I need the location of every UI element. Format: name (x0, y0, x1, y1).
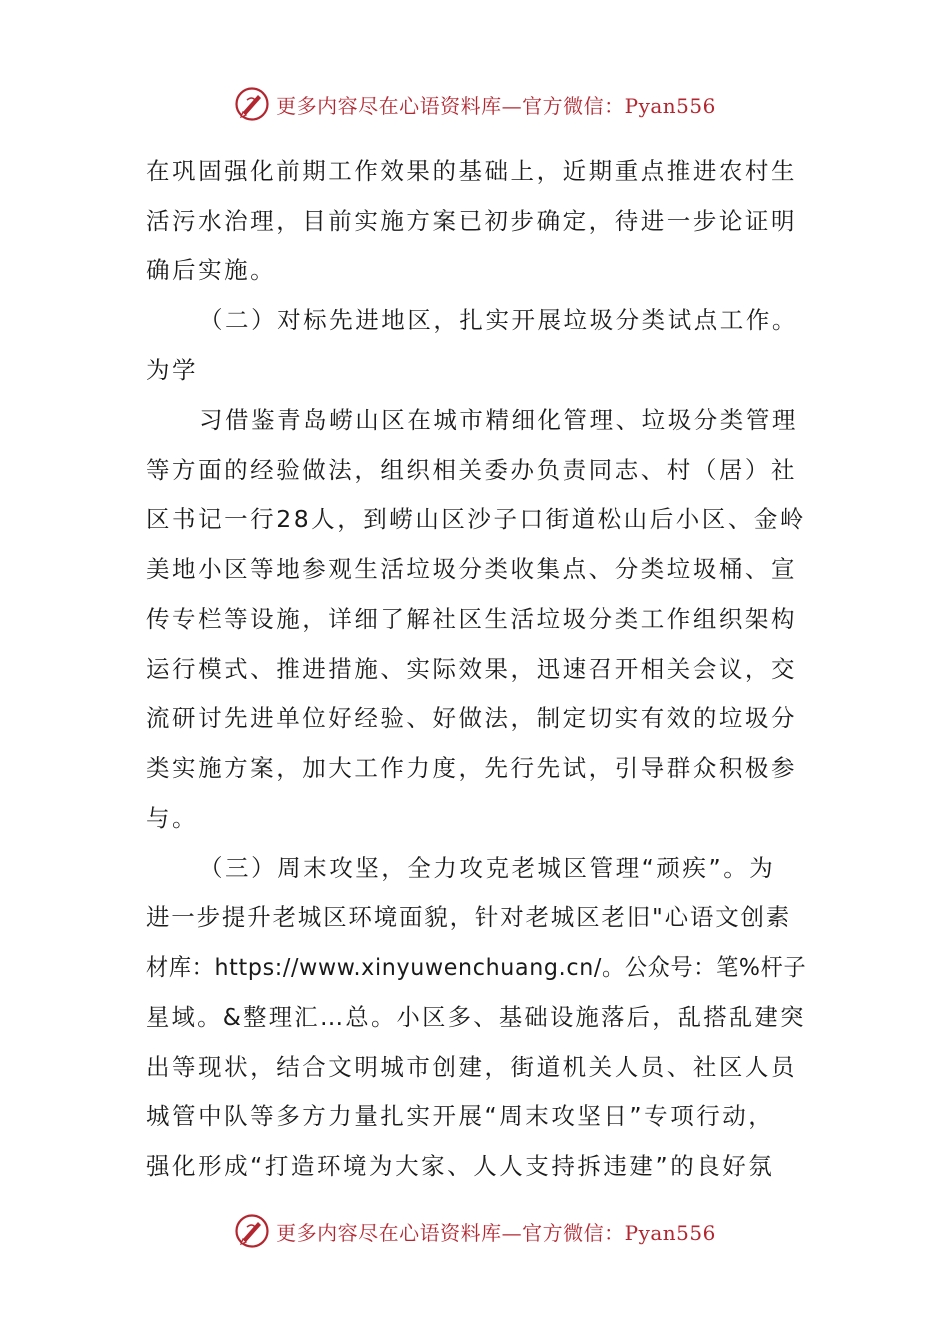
body-line: 与。 (146, 804, 199, 832)
body-line: 活污水治理，目前实施方案已初步确定，待进一步论证明 (146, 207, 797, 235)
pen-logo-icon (234, 1213, 270, 1249)
body-line: 美地小区等地参观生活垃圾分类收集点、分类垃圾桶、宣 (146, 555, 797, 583)
body-line: 类实施方案，加大工作力度，先行先试，引导群众积极参 (146, 754, 797, 782)
body-line: 流研讨先进单位好经验、好做法，制定切实有效的垃圾分 (146, 704, 797, 732)
pen-logo-icon (234, 86, 270, 122)
body-line: 确后实施。 (146, 256, 277, 284)
body-line: 在巩固强化前期工作效果的基础上，近期重点推进农村生 (146, 157, 797, 185)
body-line: 为学 (146, 356, 199, 384)
body-line: 传专栏等设施，详细了解社区生活垃圾分类工作组织架构 (146, 605, 797, 633)
body-line: （二）对标先进地区，扎实开展垃圾分类试点工作。 (199, 306, 798, 334)
body-line: 出等现状，结合文明城市创建，街道机关人员、社区人员 (146, 1053, 797, 1081)
body-line: 材库：https://www.xinyuwenchuang.cn/。公众号：笔%杆子 (146, 953, 807, 981)
body-line: 等方面的经验做法，组织相关委办负责同志、村（居）社 (146, 456, 797, 484)
body-line: 城管中队等多方力量扎实开展“周末攻坚日”专项行动， (146, 1102, 775, 1130)
body-line: 运行模式、推进措施、实际效果，迅速召开相关会议，交 (146, 655, 797, 683)
footer-banner (0, 1211, 950, 1251)
header-banner-text: 更多内容尽在心语资料库—官方微信：Pyan556 (276, 93, 716, 118)
body-line: 进一步提升老城区环境面貌，针对老城区老旧"心语文创素 (146, 903, 792, 931)
body-line: 强化形成“打造环境为大家、人人支持拆违建”的良好氛 (146, 1152, 775, 1180)
header-banner (0, 84, 950, 124)
body-line: 区书记一行28人，到崂山区沙子口街道松山后小区、金岭 (146, 505, 806, 533)
body-line: 习借鉴青岛崂山区在城市精细化管理、垃圾分类管理 (199, 406, 798, 434)
body-line: （三）周末攻坚，全力攻克老城区管理“顽疾”。为 (199, 854, 776, 882)
footer-banner-text: 更多内容尽在心语资料库—官方微信：Pyan556 (276, 1220, 716, 1245)
body-line: 星域。&整理汇…总。小区多、基础设施落后，乱搭乱建突 (146, 1003, 806, 1031)
